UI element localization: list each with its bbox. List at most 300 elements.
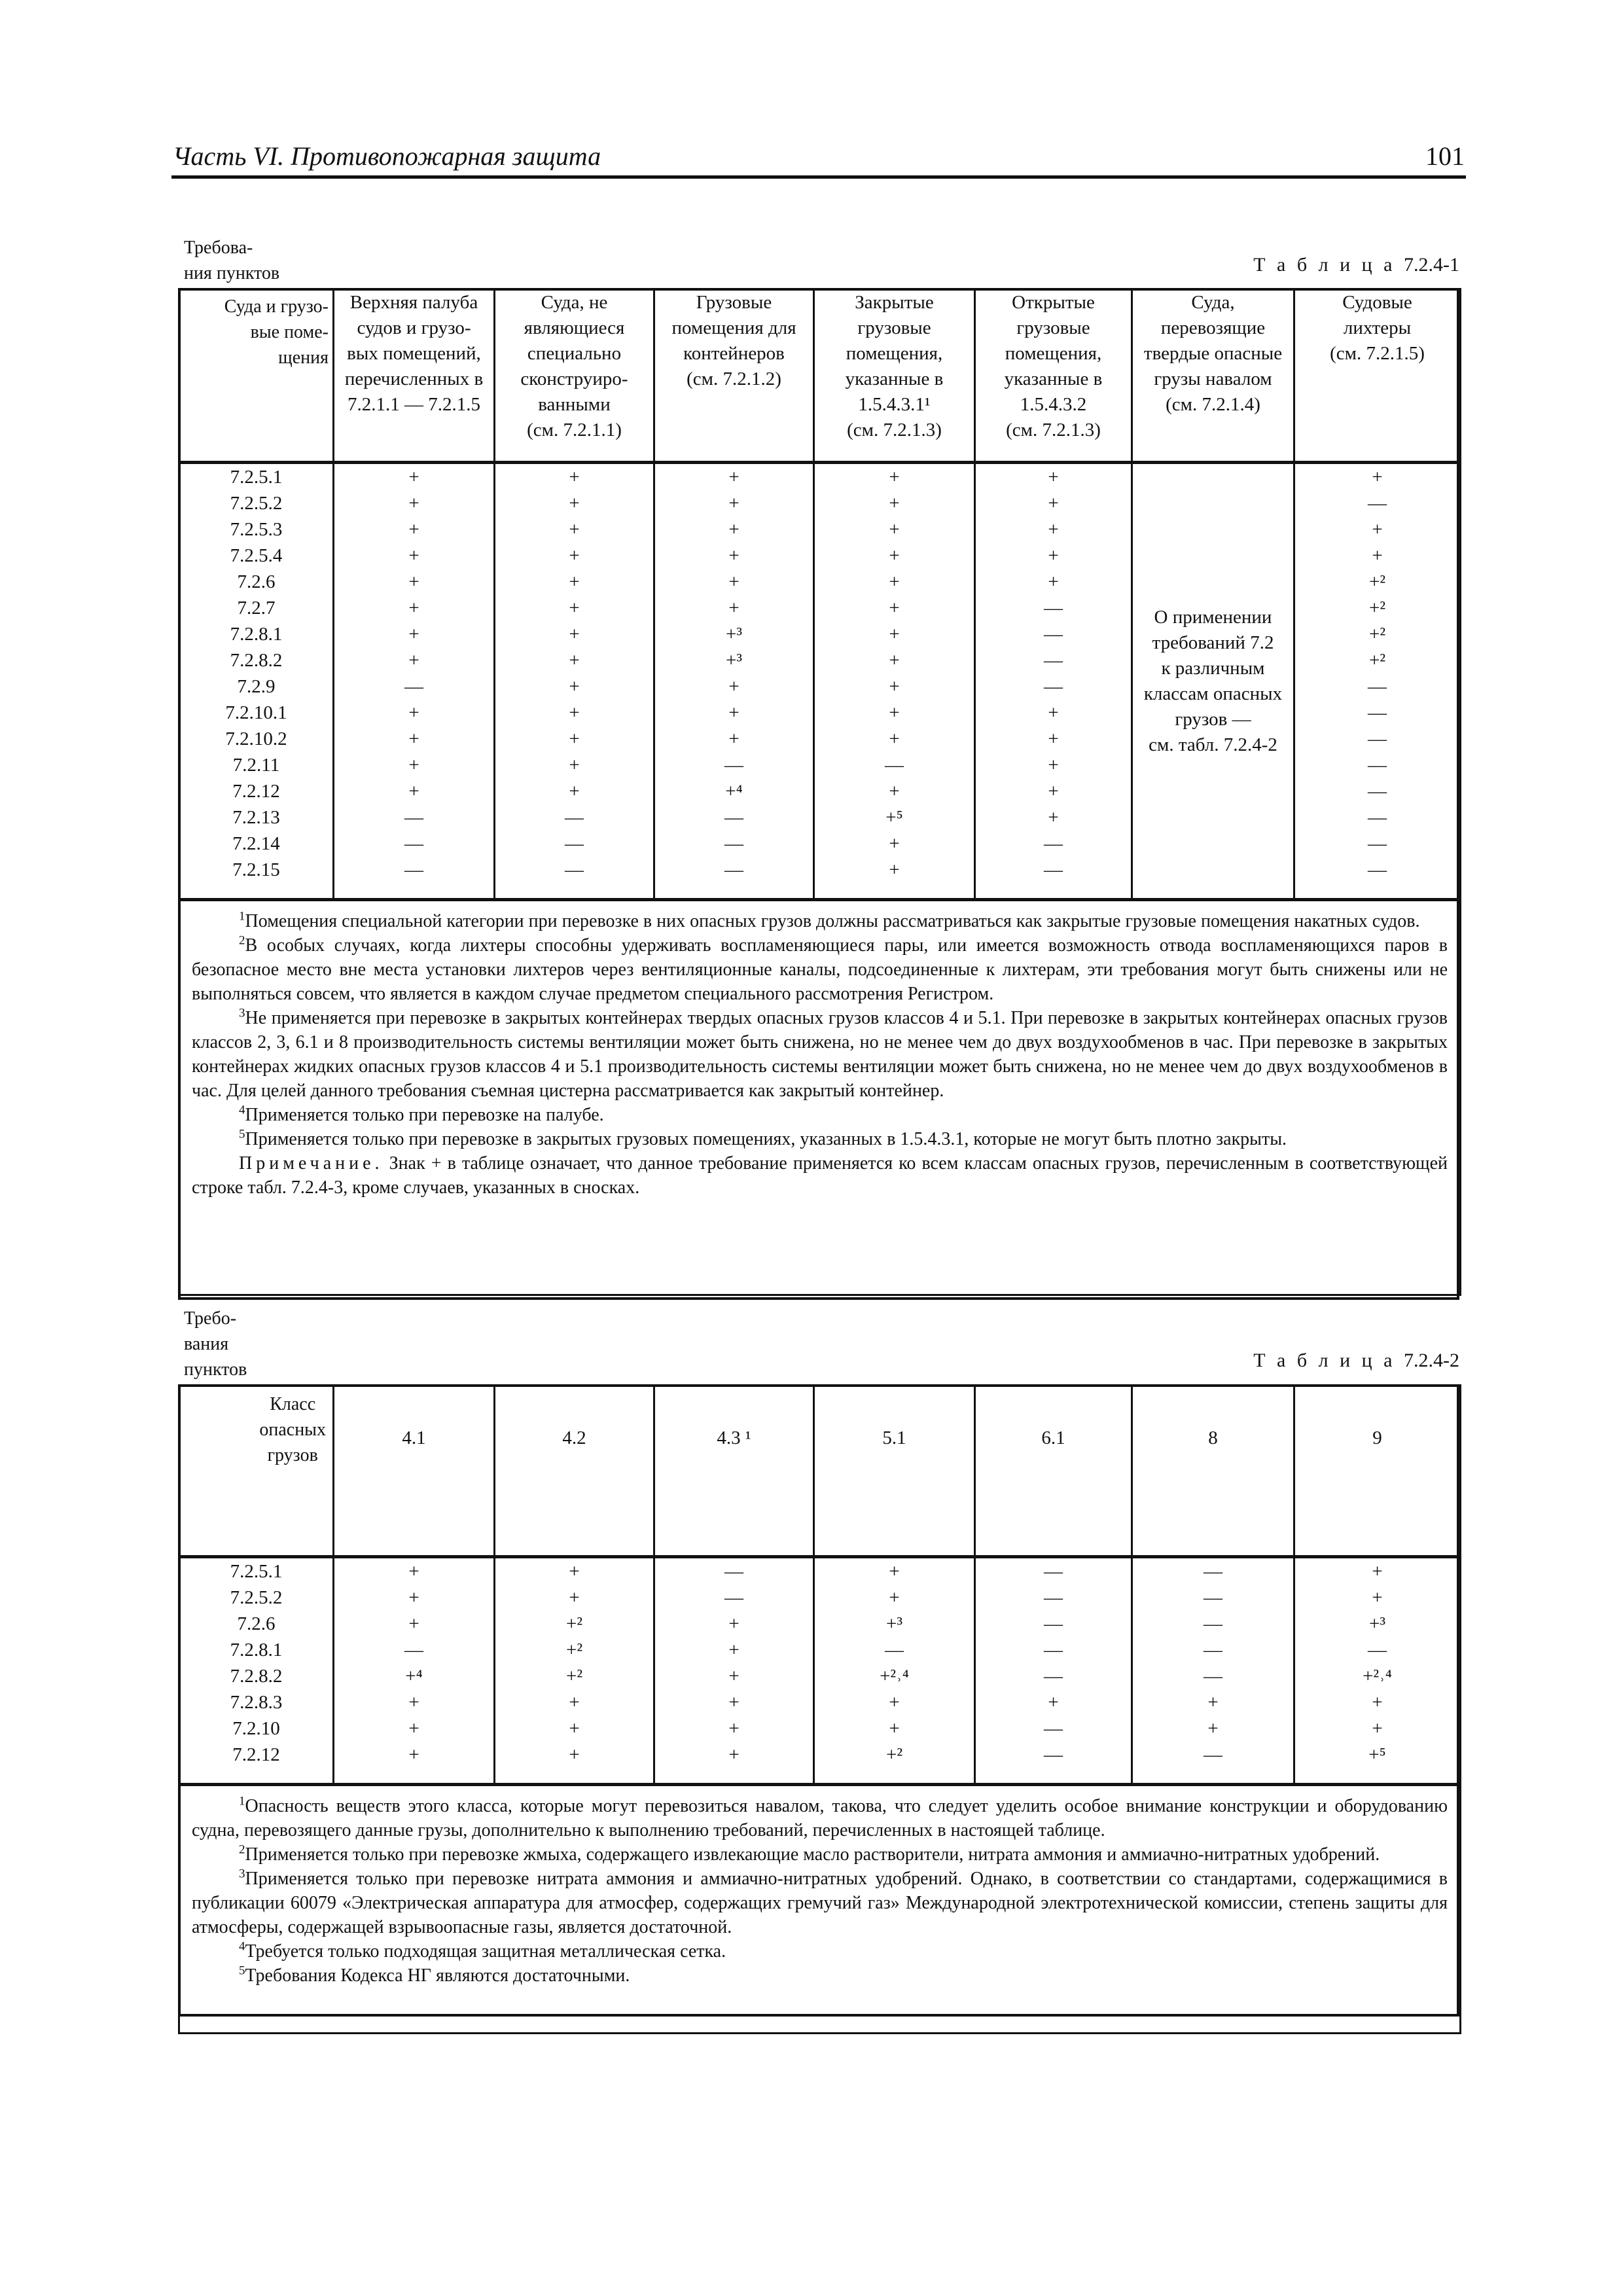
table2-col-header <box>495 1386 654 1557</box>
table-cell: + <box>569 1718 580 1739</box>
column-header-line: помещения, <box>846 343 943 364</box>
row-label: 7.2.11 <box>232 755 280 776</box>
table-cell: — <box>1368 781 1387 802</box>
t2-corner-top-line: грузов <box>267 1445 318 1465</box>
column-header-line: перечисленных в <box>344 368 484 389</box>
table-cell: + <box>569 755 580 776</box>
column-header: 4.3 ¹ <box>717 1427 751 1448</box>
footnote-marker: 4 <box>239 1939 245 1954</box>
table-cell: +³ <box>885 1613 903 1634</box>
table-cell: + <box>1048 571 1059 592</box>
table-cell: + <box>408 624 419 645</box>
row-label: 7.2.5.1 <box>230 467 283 488</box>
table-cell: — <box>724 1561 743 1582</box>
column-header-line: ванными <box>538 394 611 415</box>
row-label: 7.2.7 <box>237 598 276 619</box>
table-cell: +⁴ <box>405 1666 423 1687</box>
t1-corner-bottom-line: ния пунктов <box>184 263 280 283</box>
table-cell: + <box>1372 1561 1383 1582</box>
table-cell: + <box>408 1587 419 1608</box>
table2-col-header <box>1132 1386 1294 1557</box>
table-cell: — <box>1204 1640 1222 1660</box>
footnote <box>192 1964 1448 1988</box>
table-cell: + <box>889 702 900 723</box>
bulk-note-line: к различным <box>1161 657 1265 679</box>
row-label: 7.2.6 <box>237 571 276 592</box>
footnote <box>192 1006 1448 1103</box>
table-cell: — <box>1204 1666 1222 1687</box>
table-cell: — <box>404 676 423 697</box>
table-cell: + <box>728 1640 740 1660</box>
footnote <box>192 1103 1448 1127</box>
table-cell: + <box>569 624 580 645</box>
column-header-line: (см. 7.2.1.3) <box>1006 420 1101 440</box>
column-header-line: грузовые <box>1016 317 1090 338</box>
row-label: 7.2.8.3 <box>230 1692 283 1713</box>
table1-caption-number: 7.2.4-1 <box>1404 254 1459 276</box>
footnote <box>192 1867 1448 1939</box>
table-cell: + <box>728 493 740 514</box>
table-cell: + <box>728 1666 740 1687</box>
column-header-line: являющиеся <box>524 317 625 338</box>
table1-body-row <box>179 463 1461 900</box>
table-cell: + <box>728 1718 740 1739</box>
header-rule <box>171 175 1466 179</box>
table-cell: — <box>724 755 743 776</box>
footnote-marker: 2 <box>239 933 245 948</box>
table1-col-header <box>975 289 1132 463</box>
table1-caption-word: Т а б л и ц а <box>1253 254 1396 276</box>
column-header-line: вых помещений, <box>347 343 481 364</box>
table-cell: +⁵ <box>1368 1744 1386 1765</box>
table1-caption <box>1253 254 1459 276</box>
column-header-line: грузовые <box>857 317 931 338</box>
table2-corner-cell <box>179 1308 334 1557</box>
table-cell: +³ <box>725 650 743 671</box>
t1-corner-top-line: щения <box>278 348 329 368</box>
table-cell: — <box>885 755 904 776</box>
table-cell: + <box>889 1692 900 1713</box>
row-label: 7.2.14 <box>232 833 280 854</box>
row-label: 7.2.12 <box>232 1744 280 1765</box>
table-cell: +² <box>565 1666 583 1687</box>
footnote-text: Опасность веществ этого класса, которые могут перевозиться навалом, такова, что следует уделить особое внимание конструкции и оборудованию судна, перевозящего данные грузы, дополнительно к выполнению требований, перечисленных в настоящей таблице. <box>192 1796 1448 1840</box>
table-cell: + <box>889 571 900 592</box>
table-cell: — <box>1044 1666 1063 1687</box>
table-cell: +² <box>1368 598 1386 619</box>
table2-col-header <box>334 1386 495 1557</box>
footnote-marker: 3 <box>239 1006 245 1020</box>
table-cell: + <box>1372 545 1383 566</box>
table-cell: + <box>728 1613 740 1634</box>
table-cell: + <box>1372 1692 1383 1713</box>
table-cell: — <box>1044 676 1063 697</box>
footnote-marker: 5 <box>239 1127 245 1141</box>
table-cell: +² <box>1368 571 1386 592</box>
column-header-line: Закрытые <box>855 292 934 313</box>
t1-corner-top-line: Суда и грузо- <box>224 296 329 317</box>
table-cell: + <box>1372 467 1383 488</box>
table-cell: +²˒⁴ <box>1363 1666 1392 1687</box>
table-cell: + <box>728 728 740 749</box>
table1-corner-top <box>224 294 329 370</box>
table-cell: + <box>408 545 419 566</box>
table-cell: + <box>1048 781 1059 802</box>
table-cell: — <box>404 859 423 880</box>
table-cell: + <box>1048 493 1059 514</box>
column-header-line: Суда, <box>1191 292 1235 313</box>
table-cell: + <box>889 859 900 880</box>
table2-data-col <box>495 1557 654 1785</box>
table1-data-col <box>1294 463 1461 900</box>
table-cell: + <box>728 702 740 723</box>
table-cell: +² <box>885 1744 903 1765</box>
table-cell: + <box>889 781 900 802</box>
footnote-marker: 2 <box>239 1842 245 1857</box>
note-label: Примечание. <box>239 1153 383 1174</box>
table-cell: — <box>724 1587 743 1608</box>
footnote-marker: 3 <box>239 1867 245 1881</box>
table-cell: + <box>889 493 900 514</box>
table1-col-header <box>1294 289 1461 463</box>
footnote <box>192 933 1448 1006</box>
row-label: 7.2.5.4 <box>230 545 283 566</box>
table-cell: — <box>404 807 423 828</box>
table-cell: +³ <box>725 624 743 645</box>
t1-corner-bottom-line: Требова- <box>184 238 253 258</box>
row-label: 7.2.15 <box>232 859 280 880</box>
footnote-text: Применяется только при перевозке жмыха, содержащего извлекающие масло растворители, нитрата аммония и аммиачно-нитратных удобрений. <box>245 1844 1380 1865</box>
table-cell: + <box>408 781 419 802</box>
table-cell: +⁴ <box>725 781 743 802</box>
page-number: 101 <box>1425 141 1465 171</box>
footnote-text: В особых случаях, когда лихтеры способны удерживать воспламеняющиеся пары, или имеется возможность отвода воспламеняющихся паров в безопасное место вне места установки лихтеров через вентиляционные каналы, подсоединенные к лихтерам, эти требования могут быть снижены или не выполняться совсем, что является в каждом случае предметом специального рассмотрения Регистром. <box>192 935 1448 1004</box>
column-header-line: судов и грузо- <box>357 317 471 338</box>
table-cell: — <box>1044 1587 1063 1608</box>
footnote <box>192 1842 1448 1867</box>
table2-corner-top <box>259 1391 326 1468</box>
column-header: 9 <box>1372 1427 1382 1448</box>
table-cell: — <box>1368 728 1387 749</box>
table-cell: + <box>408 467 419 488</box>
table2-col-header <box>975 1386 1132 1557</box>
table2-footnotes <box>179 1785 1461 2034</box>
table-cell: + <box>408 1613 419 1634</box>
row-label: 7.2.5.2 <box>230 493 283 514</box>
table-cell: + <box>1372 1587 1383 1608</box>
table-cell: +²˒⁴ <box>880 1666 909 1687</box>
t2-corner-top-line: Класс <box>270 1394 316 1414</box>
table1-corner-cell <box>179 238 334 463</box>
table-cell: + <box>569 676 580 697</box>
table-cell: — <box>1044 1718 1063 1739</box>
table-cell: + <box>569 519 580 540</box>
table2-header-row <box>179 1386 1461 1557</box>
table-cell: — <box>1368 807 1387 828</box>
table-cell: +³ <box>1368 1613 1386 1634</box>
bulk-note-line: см. табл. 7.2.4-2 <box>1149 734 1277 755</box>
table-cell: + <box>889 833 900 854</box>
table-cell: + <box>728 676 740 697</box>
table-cell: + <box>889 545 900 566</box>
table-cell: + <box>889 1561 900 1582</box>
table-cell: + <box>728 519 740 540</box>
table-cell: + <box>1372 519 1383 540</box>
footnote <box>192 909 1448 933</box>
row-label: 7.2.6 <box>237 1613 276 1634</box>
footnote-text: Помещения специальной категории при перевозке в них опасных грузов должны рассматриваться как закрытые грузовые помещения накатных судов. <box>245 911 1420 931</box>
table-cell: + <box>408 571 419 592</box>
table-cell: — <box>1368 859 1387 880</box>
table-cell: — <box>1044 624 1063 645</box>
table-cell: + <box>1048 1692 1059 1713</box>
column-header-line: указанные в <box>1004 368 1103 389</box>
row-label: 7.2.8.2 <box>230 1666 283 1687</box>
table2-row-labels <box>179 1557 334 1785</box>
table1-data-col <box>334 463 495 900</box>
column-header-line: контейнеров <box>683 343 785 364</box>
table2-body-row <box>179 1557 1461 1785</box>
footnote <box>192 1794 1448 1842</box>
table-cell: — <box>1044 1561 1063 1582</box>
footnote <box>192 1127 1448 1151</box>
t2-corner-top-line: опасных <box>259 1420 326 1440</box>
table-cell: + <box>889 598 900 619</box>
table-cell: + <box>889 519 900 540</box>
table1-col-header <box>1132 289 1294 463</box>
table-cell: — <box>1204 1613 1222 1634</box>
table-cell: + <box>569 650 580 671</box>
table2-data-col <box>975 1557 1132 1785</box>
table-cell: — <box>1044 598 1063 619</box>
table-cell: + <box>408 519 419 540</box>
table-cell: + <box>889 676 900 697</box>
table-cell: + <box>408 598 419 619</box>
table-cell: — <box>1044 1744 1063 1765</box>
table-cell: — <box>1368 755 1387 776</box>
table-cell: + <box>408 1692 419 1713</box>
table-cell: — <box>1044 650 1063 671</box>
t1-corner-top-line: вые поме- <box>250 322 329 342</box>
footnote-text: Применяется только при перевозке в закрытых грузовых помещениях, указанных в 1.5.4.3.1, которые не могут быть плотно закрыты. <box>245 1129 1287 1149</box>
table2-col-header <box>654 1386 814 1557</box>
table-cell: + <box>408 1744 419 1765</box>
table-cell: +² <box>565 1613 583 1634</box>
table-cell: + <box>569 467 580 488</box>
footnote-text: Применяется только при перевозке на палубе. <box>245 1105 604 1125</box>
table1-col-header <box>654 289 814 463</box>
row-label: 7.2.8.1 <box>230 624 283 645</box>
table-cell: + <box>569 545 580 566</box>
column-header: 4.1 <box>402 1427 426 1448</box>
table2-corner-bottom <box>184 1306 247 1382</box>
t2-corner-bottom-line: Требо- <box>184 1308 237 1329</box>
table1-data-col <box>495 463 654 900</box>
row-label: 7.2.8.2 <box>230 650 283 671</box>
table-cell: + <box>569 1692 580 1713</box>
table-cell: + <box>889 1587 900 1608</box>
table1-data-col <box>814 463 975 900</box>
table-cell: + <box>1048 545 1059 566</box>
column-header-line: твердые опасные <box>1143 343 1283 364</box>
footnote-marker: 1 <box>239 1794 245 1808</box>
table-cell: +² <box>1368 624 1386 645</box>
table-cell: + <box>569 571 580 592</box>
column-header-line: грузы навалом <box>1154 368 1272 389</box>
table-cell: + <box>1048 728 1059 749</box>
footnote-text: Требуется только подходящая защитная металлическая сетка. <box>245 1941 726 1962</box>
table-cell: + <box>1048 702 1059 723</box>
table1-data-col <box>975 463 1132 900</box>
column-header-line: Судовые <box>1342 292 1412 313</box>
table-cell: — <box>1368 676 1387 697</box>
table-cell: — <box>724 859 743 880</box>
table-cell: +⁵ <box>885 807 903 828</box>
t2-corner-bottom-line: пунктов <box>184 1359 247 1380</box>
t2-corner-bottom-line: вания <box>184 1334 229 1354</box>
table-cell: — <box>404 1640 423 1660</box>
table-cell: + <box>1372 1718 1383 1739</box>
table-cell: + <box>728 571 740 592</box>
table1-col-header <box>334 289 495 463</box>
column-header: 5.1 <box>882 1427 906 1448</box>
running-header-title: Часть VI. Противопожарная защита <box>173 141 601 171</box>
table-cell: + <box>569 702 580 723</box>
table-cell: + <box>569 598 580 619</box>
table-cell: — <box>1368 702 1387 723</box>
table1-corner-bottom <box>184 235 279 286</box>
row-label: 7.2.5.2 <box>230 1587 283 1608</box>
column-header-line: сконструиро- <box>520 368 628 389</box>
table-cell: + <box>889 728 900 749</box>
bulk-note-line: грузов — <box>1175 708 1251 730</box>
table1-header-row <box>179 289 1461 463</box>
table-cell: + <box>1048 807 1059 828</box>
table-cell: + <box>728 598 740 619</box>
column-header-line: специально <box>527 343 622 364</box>
column-header-line: Открытые <box>1012 292 1095 313</box>
column-header-line: помещения, <box>1005 343 1102 364</box>
footnote <box>192 1939 1448 1964</box>
footnote-text: Применяется только при перевозке нитрата аммония и аммиачно-нитратных удобрений. Однако, в соответствии со стандартами, содержащимися в публикации 60079 «Электрическая аппаратура для атмосфер, содержащих гремучий газ» Международной электротехнической комиссии, степень защиты для атмосферы, содержащей взрывоопасные газы, является достаточной. <box>192 1869 1448 1937</box>
table1-col-header <box>495 289 654 463</box>
table2-data-col <box>1132 1557 1294 1785</box>
table-cell: — <box>885 1640 904 1660</box>
table2-caption <box>1253 1350 1459 1372</box>
table-cell: + <box>408 493 419 514</box>
row-label: 7.2.9 <box>237 676 276 697</box>
footnote-marker: 4 <box>239 1103 245 1117</box>
table-cell: + <box>569 1744 580 1765</box>
column-header: 4.2 <box>562 1427 586 1448</box>
table-cell: + <box>569 728 580 749</box>
column-header-line: Суда, не <box>541 292 608 313</box>
column-header-line: перевозящие <box>1160 317 1266 338</box>
table-cell: — <box>1204 1744 1222 1765</box>
footnote-marker: 5 <box>239 1964 245 1978</box>
table-cell: + <box>889 1718 900 1739</box>
table-cell: + <box>728 467 740 488</box>
table-cell: + <box>1048 467 1059 488</box>
table-cell: + <box>1048 519 1059 540</box>
table-cell: + <box>408 650 419 671</box>
row-label: 7.2.10.2 <box>225 728 287 749</box>
table1-footnote-row <box>179 900 1461 1295</box>
table-cell: + <box>1207 1692 1219 1713</box>
table-cell: + <box>408 702 419 723</box>
table-cell: — <box>1044 1640 1063 1660</box>
column-header: 8 <box>1208 1427 1218 1448</box>
column-header-line: 1.5.4.3.2 <box>1020 394 1087 415</box>
table-cell: + <box>889 624 900 645</box>
column-header-line: указанные в <box>845 368 944 389</box>
table2-col-header <box>814 1386 975 1557</box>
table2-data-col <box>654 1557 814 1785</box>
table2-data-col <box>334 1557 495 1785</box>
column-header: 6.1 <box>1041 1427 1065 1448</box>
column-header-line: 1.5.4.3.1¹ <box>858 394 931 415</box>
table-cell: — <box>1044 1613 1063 1634</box>
table1-col-header <box>814 289 975 463</box>
column-header-line: (см. 7.2.1.5) <box>1330 343 1425 364</box>
table-cell: + <box>408 1561 419 1582</box>
table-cell: — <box>1368 1640 1387 1660</box>
table-cell: + <box>569 781 580 802</box>
footnote-text: Требования Кодекса НГ являются достаточными. <box>245 1965 630 1986</box>
column-header-line: Грузовые <box>696 292 772 313</box>
table2-data-col <box>1294 1557 1461 1785</box>
row-label: 7.2.12 <box>232 781 280 802</box>
table-cell: — <box>724 807 743 828</box>
table-cell: + <box>408 755 419 776</box>
table1-row-labels <box>179 463 334 900</box>
table1-data-col <box>654 463 814 900</box>
table-cell: — <box>724 833 743 854</box>
table2-caption-word: Т а б л и ц а <box>1253 1350 1396 1371</box>
table-cell: +² <box>1368 650 1386 671</box>
column-header-line: лихтеры <box>1343 317 1412 338</box>
table2-caption-number: 7.2.4-2 <box>1404 1350 1459 1371</box>
bulk-note-line: требований 7.2 <box>1152 632 1274 653</box>
bulk-note-line: классам опасных <box>1143 683 1283 704</box>
table-cell: +² <box>565 1640 583 1660</box>
column-header-line: (см. 7.2.1.4) <box>1166 394 1260 415</box>
row-label: 7.2.10 <box>232 1718 280 1739</box>
row-label: 7.2.5.1 <box>230 1561 283 1582</box>
column-header-line: (см. 7.2.1.3) <box>847 420 942 440</box>
row-label: 7.2.10.1 <box>225 702 287 723</box>
column-header-line: Верхняя палуба <box>349 292 478 313</box>
row-label: 7.2.8.1 <box>230 1640 283 1660</box>
note-text: Знак + в таблице означает, что данное требование применяется ко всем классам опасных грузов, перечисленным в соответствующей строке табл. 7.2.4-3, кроме случаев, указанных в сносках. <box>192 1153 1448 1198</box>
table-cell: + <box>728 1744 740 1765</box>
table-cell: + <box>1048 755 1059 776</box>
table-cell: + <box>728 545 740 566</box>
table-cell: — <box>1368 833 1387 854</box>
table-cell: — <box>565 807 584 828</box>
running-header <box>171 137 1466 175</box>
table-cell: — <box>1368 493 1387 514</box>
table1-bulk-note-cell <box>1132 463 1294 900</box>
table-cell: — <box>565 859 584 880</box>
column-header-line: 7.2.1.1 — 7.2.1.5 <box>348 394 480 415</box>
table-cell: + <box>889 650 900 671</box>
table-note <box>192 1151 1448 1200</box>
table-cell: + <box>408 728 419 749</box>
column-header-line: (см. 7.2.1.1) <box>527 420 622 440</box>
table-cell: + <box>728 1692 740 1713</box>
table-cell: + <box>569 493 580 514</box>
